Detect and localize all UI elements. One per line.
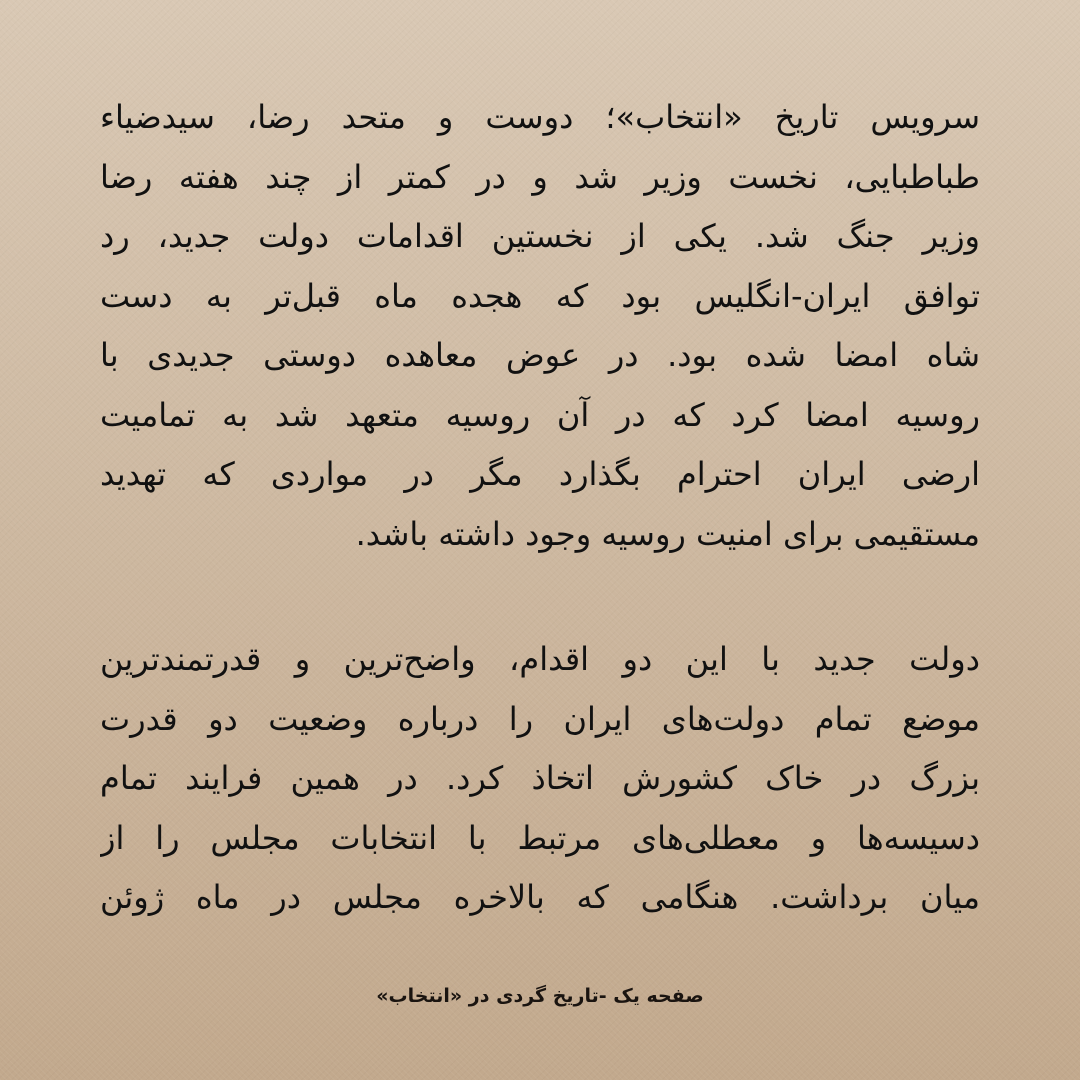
page-footer: صفحه یک -تاریخ گردی در «انتخاب» — [376, 985, 704, 1007]
text-line: ارضی ایران احترام بگذارد مگر در مواردی که تهدید — [100, 455, 980, 493]
text-line: سرویس تاریخ «انتخاب»؛ دوست و متحد رضا، سیدضیاء — [100, 98, 980, 136]
text-line: توافق ایران-انگلیس بود که هجده ماه قبل‌تر به دست — [100, 276, 980, 315]
text-line: وزیر جنگ شد. یکی از نخستین اقدامات دولت جدید، رد — [100, 217, 980, 255]
text-line: موضع تمام دولت‌های ایران را درباره وضعیت دو قدرت — [100, 699, 980, 738]
text-line: شاه امضا شده بود. در عوض معاهده دوستی جدیدی با — [100, 336, 980, 374]
text-line: میان برداشت. هنگامی که بالاخره مجلس در ماه ژوئن — [100, 878, 980, 916]
text-line: بزرگ در خاک کشورش اتخاذ کرد. در همین فرایند تمام — [100, 759, 980, 797]
text-line: طباطبایی، نخست وزیر شد و در کمتر از چند هفته رضا — [100, 157, 980, 196]
text-line: دسیسه‌ها و معطلی‌های مرتبط با انتخابات مجلس را از — [100, 818, 980, 857]
text-line: روسیه امضا کرد که در آن روسیه متعهد شد به تمامیت — [100, 395, 980, 434]
paragraph-1 — [100, 88, 980, 564]
text-line: مستقیمی برای امنیت روسیه وجود داشته باشد. — [355, 514, 980, 553]
text-line: دولت جدید با این دو اقدام، واضح‌ترین و قدرتمندترین — [100, 640, 980, 678]
paragraph-2 — [100, 630, 980, 928]
